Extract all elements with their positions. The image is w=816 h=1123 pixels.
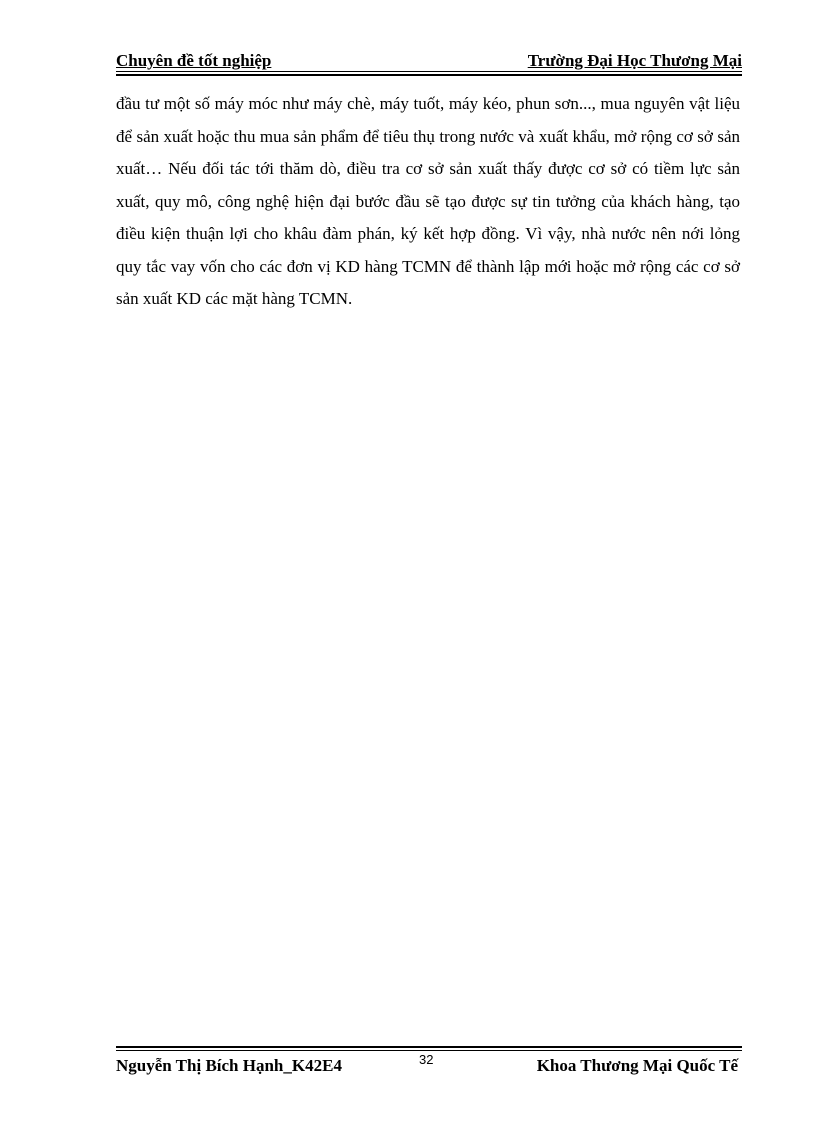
footer-faculty: Khoa Thương Mại Quốc Tế — [536, 1056, 738, 1075]
header-document-title: Chuyên đề tốt nghiệp — [116, 51, 272, 70]
header-university-name: Trường Đại Học Thương Mại — [527, 51, 742, 70]
footer-divider-thick — [116, 1046, 742, 1048]
footer-author: Nguyễn Thị Bích Hạnh_K42E4 — [116, 1056, 342, 1075]
page-footer — [116, 1046, 742, 1080]
page-header — [116, 49, 742, 75]
footer-divider-thin — [116, 1050, 742, 1051]
header-divider-thin — [116, 71, 742, 72]
page-number: 32 — [419, 1052, 434, 1067]
body-paragraph: đầu tư một số máy móc như máy chè, máy tuốt, máy kéo, phun sơn..., mua nguyên vật liệu để sản xuất hoặc thu mua sản phẩm để tiêu thụ trong nước và xuất khẩu, mở rộng cơ sở sản xuất… Nếu đối tác tới thăm dò, điều tra cơ sở sản xuất thấy được cơ sở có tiềm lực sản xuất, quy mô, công nghệ hiện đại bước đầu sẽ tạo được sự tin tưởng của khách hàng, tạo điều kiện thuận lợi cho khâu đàm phán, ký kết hợp đồng. Vì vậy, nhà nước nên nới lỏng quy tắc vay vốn cho các đơn vị KD hàng TCMN để thành lập mới hoặc mở rộng các cơ sở sản xuất KD các mặt hàng TCMN. — [116, 94, 740, 308]
header-divider-thick — [116, 74, 742, 76]
